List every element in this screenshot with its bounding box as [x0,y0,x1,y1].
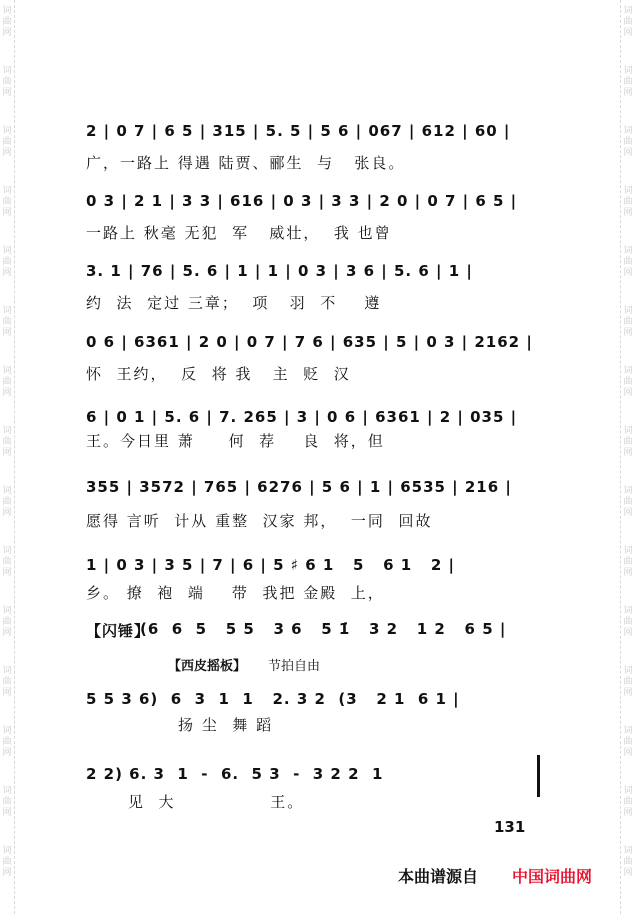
watermark: 词曲网 [623,426,633,458]
notation: 355 | 3572 | 765 | 6276 | 5 6 | 1 | 6535 | 216 | [86,478,512,496]
watermark: 词曲网 [623,786,633,818]
watermark: 词曲网 [623,486,633,518]
section-label: 【闪锤】 [86,622,151,640]
footer-site-link[interactable]: 中国词曲网 [512,867,593,886]
watermark: 词曲网 [2,246,12,278]
watermark: 词曲网 [623,366,633,398]
watermark: 词曲网 [2,66,12,98]
footer-source: 本曲谱源自 [398,867,479,886]
left-margin-strip [0,0,15,914]
watermark: 词曲网 [2,666,12,698]
watermark: 词曲网 [2,126,12,158]
notation: 1 | 0 3 | 3 5 | 7 | 6 | 5 ♯ 6 1 5 6 1 2 | [86,556,456,574]
notation: 0 6 | 6361 | 2 0 | 0 7 | 7 6 | 635 | 5 | 0 3 | 2162 | [86,333,533,351]
lyrics: 愿得 言听 计从 重整 汉家 邦， 一同 回故 [86,512,433,530]
watermark: 词曲网 [623,306,633,338]
notation: 3. 1 | 76 | 5. 6 | 1 | 1 | 0 3 | 3 6 | 5. 6 | 1 | [86,262,473,280]
watermark: 词曲网 [2,366,12,398]
lyrics: 王。今日里 萧 何 荐 良 将，但 [86,432,385,450]
watermark: 词曲网 [2,786,12,818]
watermark: 词曲网 [2,726,12,758]
final-barline [537,755,540,797]
watermark: 词曲网 [2,6,12,38]
watermark: 词曲网 [623,246,633,278]
lyrics: 乡。 撩 袍 端 带 我把 金殿 上， [86,584,385,602]
lyrics: 约 法 定过 三章； 项 羽 不 遵 [86,294,382,312]
page-number: 131 [494,818,526,836]
watermark: 词曲网 [623,126,633,158]
notation: 2 2) 6. 3 1 - 6. 5 3 - 3 2 2 1 [86,765,384,783]
watermark: 词曲网 [623,606,633,638]
tempo-marking: 节拍自由 [268,659,321,674]
notation: 5 5 3 6) 6 3 1 1 2. 3 2 (3 2 1 6 1 | [86,690,460,708]
watermark: 词曲网 [623,846,633,878]
watermark: 词曲网 [623,6,633,38]
watermark: 词曲网 [2,606,12,638]
right-margin-strip [620,0,635,914]
notation: 2 | 0 7 | 6 5 | 315 | 5. 5 | 5 6 | 067 | 612 | 60 | [86,122,511,140]
watermark: 词曲网 [623,546,633,578]
watermark: 词曲网 [623,726,633,758]
watermark: 词曲网 [2,306,12,338]
notation: 0 3 | 2 1 | 3 3 | 616 | 0 3 | 3 3 | 2 0 | 0 7 | 6 5 | [86,192,518,210]
watermark: 词曲网 [2,486,12,518]
lyrics: 一路上 秋毫 无犯 军 威壮， 我 也曾 [86,224,392,242]
notation: 6 | 0 1 | 5. 6 | 7. 265 | 3 | 0 6 | 6361 | 2 | 035 | [86,408,518,426]
watermark: 词曲网 [623,66,633,98]
watermark: 词曲网 [2,186,12,218]
lyrics: 广，一路上 得遇 陆贾、郦生 与 张良。 [86,154,406,172]
watermark: 词曲网 [623,666,633,698]
lyrics: 扬 尘 舞 蹈 [178,716,274,734]
notation: (6 6 5 5 5 3 6 5 1̇ 3 2 1 2 6 5 | [140,620,507,638]
section-label: 【西皮摇板】 [168,659,247,674]
lyrics: 见 大 王。 [128,793,305,811]
watermark: 词曲网 [2,846,12,878]
watermark: 词曲网 [623,186,633,218]
watermark: 词曲网 [2,546,12,578]
lyrics: 怀 王约， 反 将 我 主 贬 汉 [86,365,351,383]
watermark: 词曲网 [2,426,12,458]
